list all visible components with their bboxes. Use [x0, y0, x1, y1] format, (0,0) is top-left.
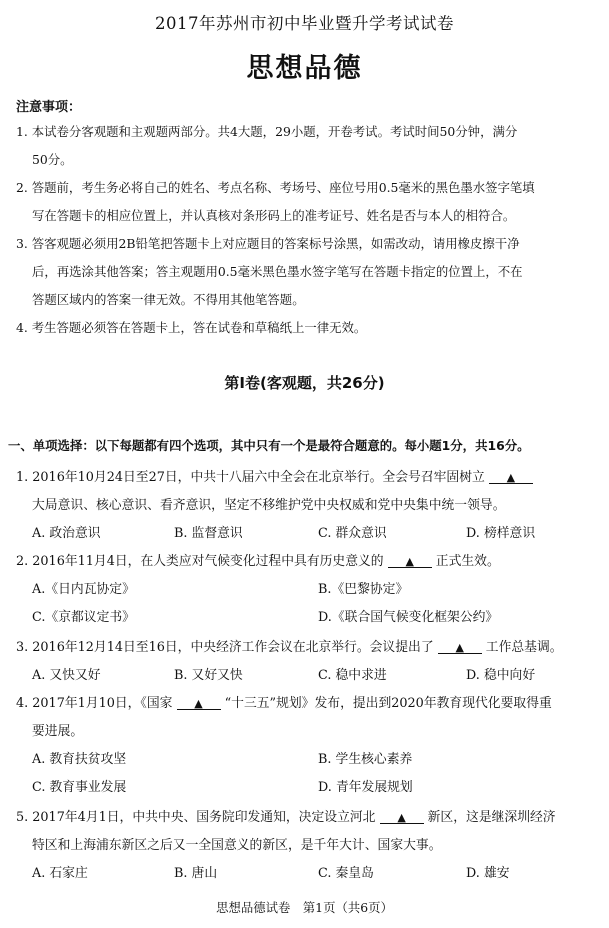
- option-c: C. 稳中求进: [318, 668, 387, 683]
- option-c: C. 秦皇岛: [318, 866, 374, 881]
- option-b: B. 又好又快: [174, 668, 243, 683]
- option-a: A. 政治意识: [32, 526, 101, 541]
- option-b: B.《巴黎协定》: [318, 582, 409, 597]
- question-text: 正式生效。: [435, 554, 500, 569]
- question-5-line-2: 特区和上海浦东新区之后又一全国意义的新区，是千年大计、国家大事。: [32, 838, 442, 853]
- note-line: 2. 答题前，考生务必将自己的姓名、考点名称、考场号、座位号用0.5毫米的黑色墨水签字笔填: [16, 180, 535, 195]
- option-c: C. 群众意识: [318, 526, 387, 541]
- notes-heading: 注意事项：: [16, 100, 82, 115]
- question-1-line-1: [16, 466, 533, 485]
- question-text: 3. 2016年12月14日至16日，中央经济工作会议在北京举行。会议提出了: [16, 640, 434, 655]
- option-a: A. 教育扶贫攻坚: [32, 752, 127, 767]
- note-line: 1. 本试卷分客观题和主观题两部分。共4大题，29小题，开卷考试。考试时间50分钟，满分: [16, 124, 518, 139]
- option-a: A.《日内瓦协定》: [32, 582, 135, 597]
- option-d: D. 青年发展规划: [318, 780, 413, 795]
- option-b: B. 唐山: [174, 866, 218, 881]
- question-2-line-1: [16, 550, 500, 569]
- answer-blank: ▲: [489, 472, 533, 484]
- question-4-line-1: [16, 692, 552, 711]
- option-d: D. 稳中向好: [466, 668, 536, 683]
- note-line: 答题区域内的答案一律无效。不得用其他笔答题。: [32, 292, 305, 307]
- option-b: B. 监督意识: [174, 526, 243, 541]
- note-line: 50分。: [32, 152, 73, 167]
- question-text: 1. 2016年10月24日至27日，中共十八届六中全会在北京举行。全会号召牢固树立: [16, 470, 485, 485]
- question-text: 5. 2017年4月1日，中共中央、国务院印发通知，决定设立河北: [16, 810, 376, 825]
- question-text: 工作总基调。: [485, 640, 563, 655]
- question-5-line-1: [16, 806, 556, 825]
- subject-title: 思想品德: [246, 53, 363, 84]
- option-c: C. 教育事业发展: [32, 780, 127, 795]
- answer-blank: ▲: [380, 812, 424, 824]
- option-a: A. 石家庄: [32, 866, 88, 881]
- answer-blank: ▲: [177, 698, 221, 710]
- option-a: A. 又快又好: [32, 668, 101, 683]
- option-b: B. 学生核心素养: [318, 752, 413, 767]
- option-c: C.《京都议定书》: [32, 610, 135, 625]
- section-title: 第Ⅰ卷(客观题，共26分): [224, 374, 385, 392]
- note-line: 后，再选涂其他答案；答主观题用0.5毫米黑色墨水签字笔写在答题卡指定的位置上，不在: [32, 264, 523, 279]
- answer-blank: ▲: [388, 556, 432, 568]
- part-heading: 一、单项选择：以下每题都有四个选项，其中只有一个是最符合题意的。每小题1分，共16分。: [8, 438, 530, 453]
- option-d: D.《联合国气候变化框架公约》: [318, 610, 499, 625]
- note-line: 写在答题卡的相应位置上，并认真核对条形码上的准考证号、姓名是否与本人的相符合。: [32, 208, 516, 223]
- page-footer: 思想品德试卷 第1页（共6页）: [216, 900, 393, 915]
- question-1-line-2: 大局意识、核心意识、看齐意识，坚定不移维护党中央权威和党中央集中统一领导。: [32, 498, 506, 513]
- option-d: D. 雄安: [466, 866, 510, 881]
- note-line: 3. 答客观题必须用2B铅笔把答题卡上对应题目的答案标号涂黑，如需改动，请用橡皮擦干净: [16, 236, 520, 251]
- option-d: D. 榜样意识: [466, 526, 536, 541]
- answer-blank: ▲: [438, 642, 482, 654]
- question-text: 4. 2017年1月10日，《国家: [16, 696, 173, 711]
- question-3-line-1: [16, 636, 563, 655]
- question-4-line-2: 要进展。: [32, 724, 84, 739]
- note-line: 4. 考生答题必须答在答题卡上，答在试卷和草稿纸上一律无效。: [16, 320, 367, 335]
- question-text: 2. 2016年11月4日，在人类应对气候变化过程中具有历史意义的: [16, 554, 384, 569]
- exam-title: 2017年苏州市初中毕业暨升学考试试卷: [155, 14, 454, 33]
- question-text: “十三五”规划》发布，提出到2020年教育现代化要取得重: [224, 696, 552, 711]
- question-text: 新区，这是继深圳经济: [427, 810, 556, 825]
